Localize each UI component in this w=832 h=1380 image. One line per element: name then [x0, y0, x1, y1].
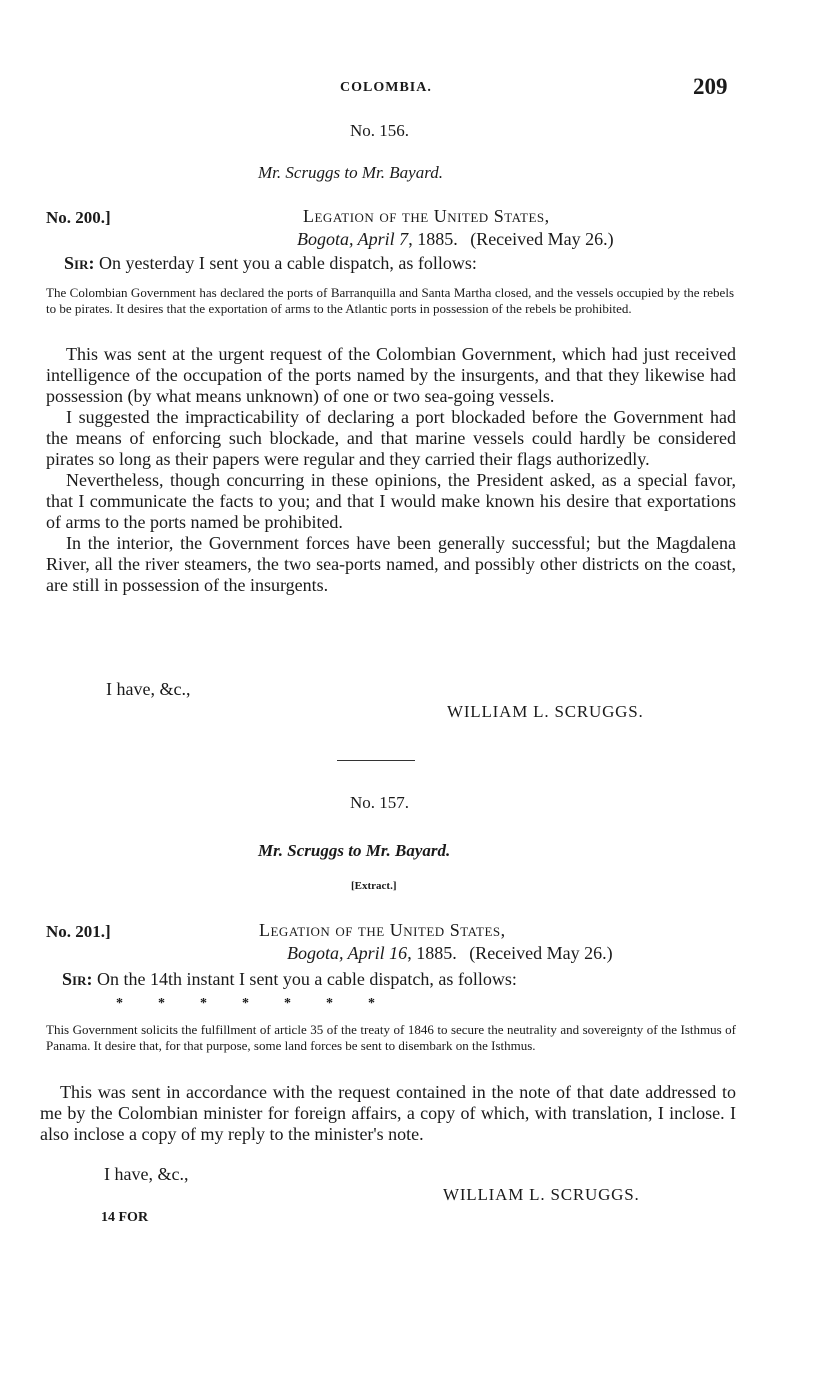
doc1-number: No. 156. [350, 121, 410, 140]
doc2-paragraph: This was sent in accordance with the request contained in the note of that date addressed to me by the Colombian minister for foreign affairs, a copy of which, with translation, I inclose. I also inclose a copy of my reply to the minister's note. [40, 1082, 736, 1144]
doc1-salutation-line [64, 253, 477, 274]
doc1-dispatch-number: No. 200.] [46, 208, 111, 227]
doc2-place-date: Bogota, April 16 [287, 943, 408, 963]
doc2-number: No. 157. [350, 793, 410, 812]
doc2-body [40, 1082, 736, 1145]
doc2-received: (Received May 26.) [469, 943, 613, 963]
doc1-place-date: Bogota, April 7 [297, 229, 409, 249]
doc2-ellipsis-stars: * * * * * * * [116, 996, 375, 1011]
doc2-dateline [287, 943, 613, 964]
doc1-body [46, 344, 736, 596]
doc1-signature: WILLIAM L. SCRUGGS. [447, 702, 644, 721]
page-number: 209 [693, 74, 728, 99]
doc1-salutation: Sir: [64, 253, 95, 273]
running-head: COLOMBIA. [340, 80, 432, 95]
doc1-paragraph: Nevertheless, though concurring in these opinions, the President asked, as a special favor, that I communicate the facts to you; and that I would make known his desire that exportations of arms to the ports named be prohibited. [46, 470, 736, 532]
doc2-title: Mr. Scruggs to Mr. Bayard. [258, 841, 451, 860]
doc2-dispatch-number: No. 201.] [46, 922, 111, 941]
doc1-opening: On yesterday I sent you a cable dispatch, as follows: [98, 253, 477, 273]
doc1-title: Mr. Scruggs to Mr. Bayard. [258, 163, 443, 182]
doc2-closing: I have, &c., [104, 1164, 189, 1184]
doc1-legation: Legation of the United States, [303, 206, 550, 226]
doc1-dateline [297, 229, 614, 250]
doc2-year: , 1885. [407, 943, 457, 963]
printer-signature-mark: 14 FOR [101, 1210, 149, 1225]
doc2-salutation-line [62, 969, 517, 990]
doc1-paragraph: In the interior, the Government forces have been generally successful; but the Magdalena River, all the river steamers, the two sea-ports named, and possibly other districts on the coast, are still in possession of the insurgents. [46, 533, 736, 595]
doc1-paragraph: I suggested the impracticability of declaring a port blockaded before the Government had the means of enforcing such blockade, and that marine vessels could hardly be considered pirates so long as their papers were regular and they carried their flags authorizedly. [46, 407, 736, 469]
doc2-opening: On the 14th instant I sent you a cable dispatch, as follows: [96, 969, 517, 989]
doc2-signature: WILLIAM L. SCRUGGS. [443, 1185, 640, 1204]
doc2-salutation: Sir: [62, 969, 93, 989]
doc2-extract-label: [Extract.] [351, 880, 397, 892]
doc2-cable-quote: This Government solicits the fulfillment of article 35 of the treaty of 1846 to secure the neutrality and sovereignty of the Isthmus of Panama. It desire that, for that purpose, some land forces be sent to disembark on the Isthmus. [46, 1022, 736, 1053]
doc2-legation: Legation of the United States, [259, 920, 506, 940]
doc1-closing: I have, &c., [106, 679, 191, 699]
doc1-paragraph: This was sent at the urgent request of the Colombian Government, which had just received intelligence of the occupation of the ports named by the insurgents, and that they likewise had possession (by what means unknown) of one or two sea-going vessels. [46, 344, 736, 406]
section-divider [337, 760, 415, 761]
doc1-received: (Received May 26.) [470, 229, 614, 249]
doc1-cable-quote: The Colombian Government has declared the ports of Barranquilla and Santa Martha closed, and the vessels occupied by the rebels to be pirates. It desires that the exportation of arms to the Atlantic ports in possession of the rebels be prohibited. [46, 285, 734, 316]
doc1-year: , 1885. [408, 229, 458, 249]
